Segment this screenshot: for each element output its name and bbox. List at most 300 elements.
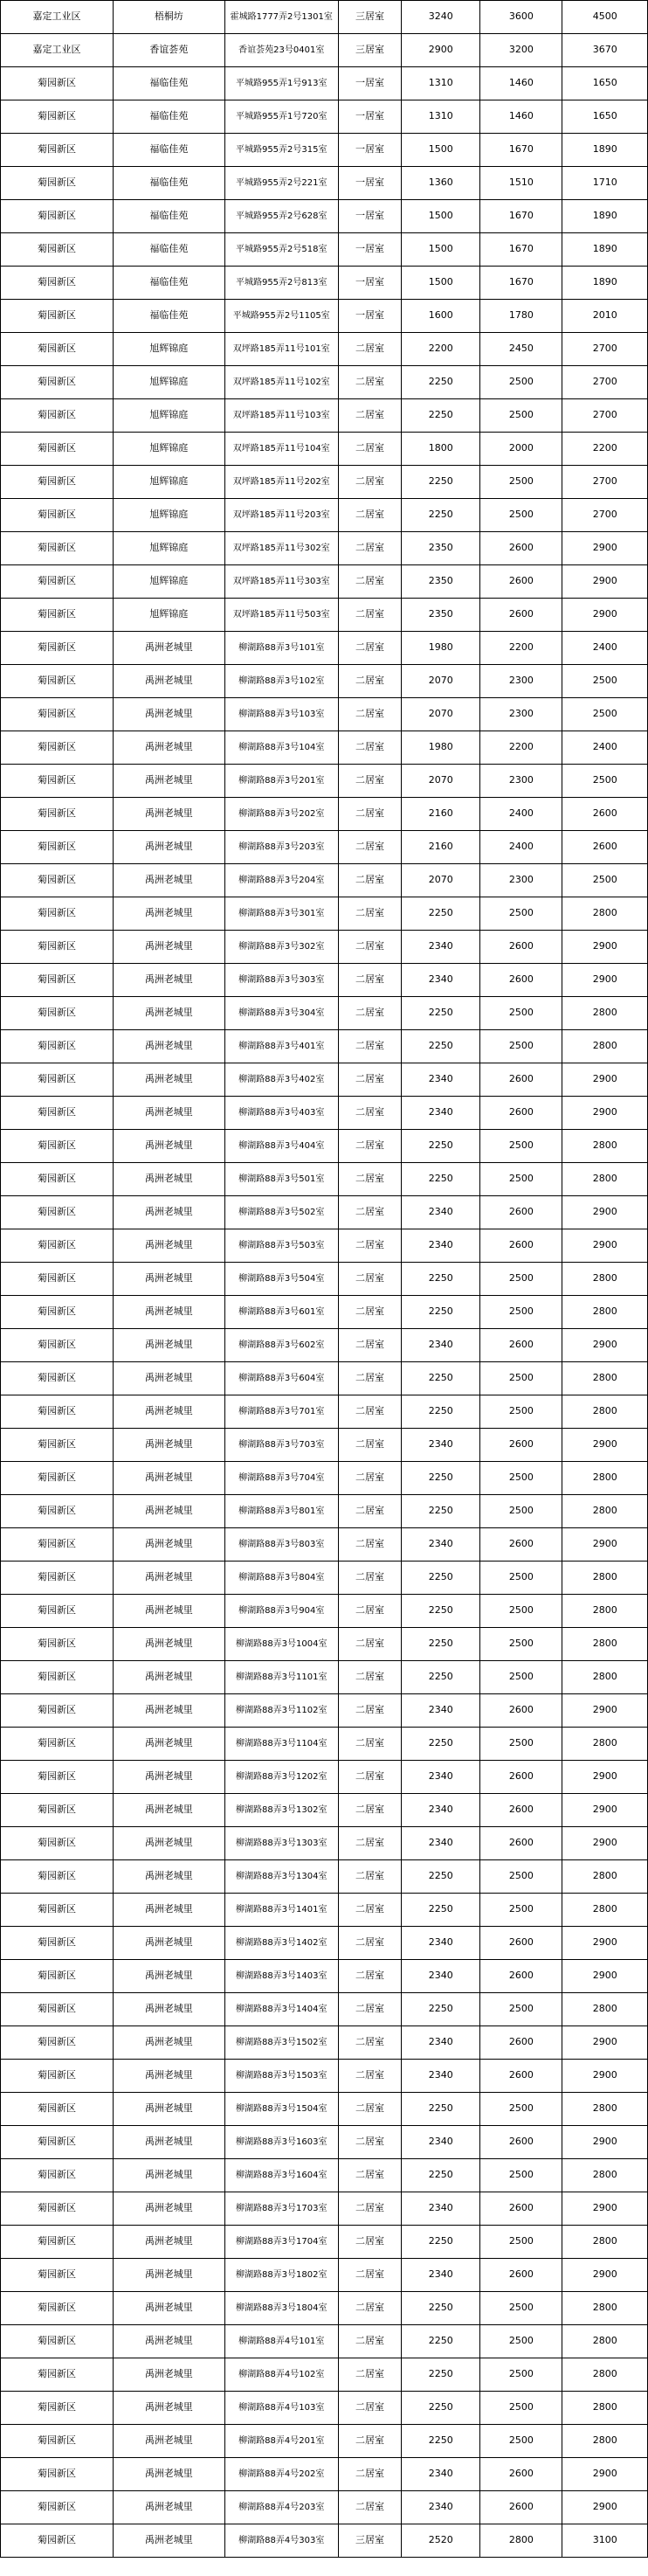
price-mid-cell: 2600 bbox=[480, 1794, 562, 1827]
address-cell: 双坪路185弄11号302室 bbox=[224, 532, 338, 565]
district-cell: 菊园新区 bbox=[1, 1661, 114, 1694]
table-row bbox=[1, 1894, 648, 1927]
address-cell: 柳湖路88弄3号304室 bbox=[224, 997, 338, 1030]
price-mid-cell: 2600 bbox=[480, 1927, 562, 1960]
price-high-cell: 2700 bbox=[562, 466, 648, 499]
price-low-cell: 2250 bbox=[402, 1362, 480, 1395]
table-row bbox=[1, 100, 648, 134]
table-row bbox=[1, 2060, 648, 2093]
price-low-cell: 1500 bbox=[402, 134, 480, 167]
price-low-cell: 2250 bbox=[402, 2159, 480, 2192]
district-cell: 菊园新区 bbox=[1, 267, 114, 300]
price-high-cell: 2900 bbox=[562, 1063, 648, 1097]
address-cell: 柳湖路88弄3号204室 bbox=[224, 864, 338, 897]
estate-cell: 禹洲老城里 bbox=[113, 2259, 224, 2292]
unit-type-cell: 一居室 bbox=[338, 167, 402, 200]
price-mid-cell: 1670 bbox=[480, 134, 562, 167]
estate-cell: 禹洲老城里 bbox=[113, 1562, 224, 1595]
price-mid-cell: 3600 bbox=[480, 1, 562, 34]
table-row bbox=[1, 1462, 648, 1495]
table-row bbox=[1, 1927, 648, 1960]
unit-type-cell: 二居室 bbox=[338, 2458, 402, 2491]
district-cell: 菊园新区 bbox=[1, 897, 114, 931]
price-low-cell: 2250 bbox=[402, 2325, 480, 2358]
price-high-cell: 2900 bbox=[562, 2458, 648, 2491]
price-mid-cell: 2500 bbox=[480, 366, 562, 399]
price-mid-cell: 2500 bbox=[480, 2392, 562, 2425]
price-low-cell: 2070 bbox=[402, 698, 480, 731]
unit-type-cell: 二居室 bbox=[338, 1528, 402, 1562]
address-cell: 双坪路185弄11号202室 bbox=[224, 466, 338, 499]
unit-type-cell: 二居室 bbox=[338, 964, 402, 997]
district-cell: 菊园新区 bbox=[1, 1229, 114, 1263]
price-low-cell: 2250 bbox=[402, 1562, 480, 1595]
address-cell: 柳湖路88弄3号1401室 bbox=[224, 1894, 338, 1927]
district-cell: 菊园新区 bbox=[1, 2226, 114, 2259]
address-cell: 柳湖路88弄3号1402室 bbox=[224, 1927, 338, 1960]
price-mid-cell: 2600 bbox=[480, 1827, 562, 1860]
price-mid-cell: 2500 bbox=[480, 1728, 562, 1761]
price-low-cell: 2250 bbox=[402, 1661, 480, 1694]
price-mid-cell: 2500 bbox=[480, 1595, 562, 1628]
estate-cell: 福临佳苑 bbox=[113, 200, 224, 233]
district-cell: 菊园新区 bbox=[1, 366, 114, 399]
price-mid-cell: 2600 bbox=[480, 2458, 562, 2491]
estate-cell: 禹洲老城里 bbox=[113, 1595, 224, 1628]
estate-cell: 禹洲老城里 bbox=[113, 1694, 224, 1728]
price-low-cell: 3240 bbox=[402, 1, 480, 34]
price-high-cell: 2600 bbox=[562, 831, 648, 864]
price-mid-cell: 2600 bbox=[480, 1694, 562, 1728]
estate-cell: 禹洲老城里 bbox=[113, 1163, 224, 1196]
price-mid-cell: 2200 bbox=[480, 731, 562, 765]
estate-cell: 旭辉锦庭 bbox=[113, 466, 224, 499]
price-mid-cell: 2600 bbox=[480, 1528, 562, 1562]
price-low-cell: 2340 bbox=[402, 1097, 480, 1130]
price-high-cell: 2800 bbox=[562, 2392, 648, 2425]
price-low-cell: 2250 bbox=[402, 2093, 480, 2126]
address-cell: 柳湖路88弄3号104室 bbox=[224, 731, 338, 765]
price-mid-cell: 2500 bbox=[480, 1030, 562, 1063]
unit-type-cell: 二居室 bbox=[338, 1362, 402, 1395]
price-mid-cell: 2600 bbox=[480, 1329, 562, 1362]
price-low-cell: 2340 bbox=[402, 1927, 480, 1960]
price-mid-cell: 1510 bbox=[480, 167, 562, 200]
price-high-cell: 2800 bbox=[562, 2325, 648, 2358]
table-row bbox=[1, 1960, 648, 1993]
district-cell: 菊园新区 bbox=[1, 1495, 114, 1528]
address-cell: 柳湖路88弄3号404室 bbox=[224, 1130, 338, 1163]
address-cell: 双坪路185弄11号102室 bbox=[224, 366, 338, 399]
address-cell: 柳湖路88弄4号303室 bbox=[224, 2524, 338, 2558]
district-cell: 菊园新区 bbox=[1, 2392, 114, 2425]
price-mid-cell: 2500 bbox=[480, 2159, 562, 2192]
district-cell: 菊园新区 bbox=[1, 2491, 114, 2524]
price-low-cell: 2340 bbox=[402, 1794, 480, 1827]
price-low-cell: 2250 bbox=[402, 897, 480, 931]
district-cell: 菊园新区 bbox=[1, 1728, 114, 1761]
price-mid-cell: 2200 bbox=[480, 632, 562, 665]
unit-type-cell: 二居室 bbox=[338, 1229, 402, 1263]
address-cell: 柳湖路88弄3号501室 bbox=[224, 1163, 338, 1196]
district-cell: 菊园新区 bbox=[1, 731, 114, 765]
price-low-cell: 2250 bbox=[402, 1163, 480, 1196]
price-mid-cell: 2400 bbox=[480, 831, 562, 864]
unit-type-cell: 二居室 bbox=[338, 1163, 402, 1196]
price-mid-cell: 2600 bbox=[480, 931, 562, 964]
price-low-cell: 2350 bbox=[402, 532, 480, 565]
unit-type-cell: 二居室 bbox=[338, 1927, 402, 1960]
district-cell: 嘉定工业区 bbox=[1, 1, 114, 34]
price-high-cell: 2800 bbox=[562, 2358, 648, 2392]
price-low-cell: 1500 bbox=[402, 200, 480, 233]
unit-type-cell: 三居室 bbox=[338, 2524, 402, 2558]
price-high-cell: 2900 bbox=[562, 1694, 648, 1728]
estate-cell: 旭辉锦庭 bbox=[113, 433, 224, 466]
unit-type-cell: 二居室 bbox=[338, 1097, 402, 1130]
district-cell: 菊园新区 bbox=[1, 300, 114, 333]
price-low-cell: 2340 bbox=[402, 1960, 480, 1993]
address-cell: 柳湖路88弄3号1604室 bbox=[224, 2159, 338, 2192]
price-mid-cell: 2500 bbox=[480, 1628, 562, 1661]
estate-cell: 禹洲老城里 bbox=[113, 1495, 224, 1528]
price-mid-cell: 1670 bbox=[480, 233, 562, 267]
address-cell: 柳湖路88弄3号904室 bbox=[224, 1595, 338, 1628]
address-cell: 柳湖路88弄4号101室 bbox=[224, 2325, 338, 2358]
table-row bbox=[1, 333, 648, 366]
price-high-cell: 2800 bbox=[562, 1894, 648, 1927]
table-row bbox=[1, 2226, 648, 2259]
price-high-cell: 2600 bbox=[562, 798, 648, 831]
price-mid-cell: 2600 bbox=[480, 2026, 562, 2060]
district-cell: 嘉定工业区 bbox=[1, 34, 114, 67]
district-cell: 菊园新区 bbox=[1, 167, 114, 200]
table-row bbox=[1, 1163, 648, 1196]
price-low-cell: 2250 bbox=[402, 1860, 480, 1894]
estate-cell: 禹洲老城里 bbox=[113, 1395, 224, 1429]
address-cell: 柳湖路88弄3号803室 bbox=[224, 1528, 338, 1562]
unit-type-cell: 二居室 bbox=[338, 1562, 402, 1595]
price-mid-cell: 2500 bbox=[480, 997, 562, 1030]
estate-cell: 禹洲老城里 bbox=[113, 1528, 224, 1562]
price-mid-cell: 3200 bbox=[480, 34, 562, 67]
table-row bbox=[1, 864, 648, 897]
table-row bbox=[1, 897, 648, 931]
price-low-cell: 2250 bbox=[402, 2226, 480, 2259]
district-cell: 菊园新区 bbox=[1, 2458, 114, 2491]
address-cell: 柳湖路88弄3号604室 bbox=[224, 1362, 338, 1395]
price-high-cell: 2900 bbox=[562, 2026, 648, 2060]
table-row bbox=[1, 698, 648, 731]
price-high-cell: 2700 bbox=[562, 499, 648, 532]
table-row bbox=[1, 1395, 648, 1429]
table-row bbox=[1, 1595, 648, 1628]
address-cell: 柳湖路88弄3号602室 bbox=[224, 1329, 338, 1362]
address-cell: 柳湖路88弄3号401室 bbox=[224, 1030, 338, 1063]
price-mid-cell: 2500 bbox=[480, 1562, 562, 1595]
price-high-cell: 2400 bbox=[562, 731, 648, 765]
address-cell: 柳湖路88弄3号302室 bbox=[224, 931, 338, 964]
price-low-cell: 1310 bbox=[402, 67, 480, 100]
price-mid-cell: 2300 bbox=[480, 698, 562, 731]
price-low-cell: 2350 bbox=[402, 565, 480, 599]
price-low-cell: 2250 bbox=[402, 1728, 480, 1761]
price-mid-cell: 2500 bbox=[480, 499, 562, 532]
estate-cell: 禹洲老城里 bbox=[113, 1628, 224, 1661]
estate-cell: 福临佳苑 bbox=[113, 67, 224, 100]
unit-type-cell: 二居室 bbox=[338, 632, 402, 665]
unit-type-cell: 二居室 bbox=[338, 731, 402, 765]
estate-cell: 禹洲老城里 bbox=[113, 765, 224, 798]
district-cell: 菊园新区 bbox=[1, 2159, 114, 2192]
unit-type-cell: 二居室 bbox=[338, 2325, 402, 2358]
price-low-cell: 1310 bbox=[402, 100, 480, 134]
price-high-cell: 2400 bbox=[562, 632, 648, 665]
price-high-cell: 2800 bbox=[562, 1495, 648, 1528]
price-low-cell: 2250 bbox=[402, 1628, 480, 1661]
district-cell: 菊园新区 bbox=[1, 2325, 114, 2358]
table-row bbox=[1, 765, 648, 798]
price-high-cell: 1650 bbox=[562, 67, 648, 100]
district-cell: 菊园新区 bbox=[1, 831, 114, 864]
unit-type-cell: 二居室 bbox=[338, 466, 402, 499]
price-high-cell: 2800 bbox=[562, 1130, 648, 1163]
price-mid-cell: 2500 bbox=[480, 1395, 562, 1429]
unit-type-cell: 二居室 bbox=[338, 831, 402, 864]
district-cell: 菊园新区 bbox=[1, 1794, 114, 1827]
price-mid-cell: 2300 bbox=[480, 765, 562, 798]
price-mid-cell: 2500 bbox=[480, 1163, 562, 1196]
price-low-cell: 2250 bbox=[402, 399, 480, 433]
address-cell: 柳湖路88弄3号1004室 bbox=[224, 1628, 338, 1661]
table-row bbox=[1, 831, 648, 864]
price-mid-cell: 2600 bbox=[480, 1761, 562, 1794]
price-high-cell: 2500 bbox=[562, 864, 648, 897]
unit-type-cell: 一居室 bbox=[338, 67, 402, 100]
price-mid-cell: 1670 bbox=[480, 200, 562, 233]
price-low-cell: 2250 bbox=[402, 2392, 480, 2425]
unit-type-cell: 二居室 bbox=[338, 798, 402, 831]
price-low-cell: 2250 bbox=[402, 1993, 480, 2026]
district-cell: 菊园新区 bbox=[1, 2026, 114, 2060]
price-low-cell: 1980 bbox=[402, 632, 480, 665]
address-cell: 柳湖路88弄4号103室 bbox=[224, 2392, 338, 2425]
address-cell: 平城路955弄2号628室 bbox=[224, 200, 338, 233]
price-mid-cell: 2600 bbox=[480, 565, 562, 599]
unit-type-cell: 二居室 bbox=[338, 433, 402, 466]
district-cell: 菊园新区 bbox=[1, 233, 114, 267]
table-row bbox=[1, 2259, 648, 2292]
price-mid-cell: 2800 bbox=[480, 2524, 562, 2558]
price-low-cell: 2340 bbox=[402, 2491, 480, 2524]
address-cell: 柳湖路88弄3号402室 bbox=[224, 1063, 338, 1097]
unit-type-cell: 二居室 bbox=[338, 366, 402, 399]
table-row bbox=[1, 1860, 648, 1894]
estate-cell: 旭辉锦庭 bbox=[113, 565, 224, 599]
estate-cell: 禹洲老城里 bbox=[113, 1761, 224, 1794]
district-cell: 菊园新区 bbox=[1, 433, 114, 466]
price-mid-cell: 2500 bbox=[480, 897, 562, 931]
unit-type-cell: 二居室 bbox=[338, 765, 402, 798]
district-cell: 菊园新区 bbox=[1, 765, 114, 798]
estate-cell: 禹洲老城里 bbox=[113, 1661, 224, 1694]
price-low-cell: 2340 bbox=[402, 1063, 480, 1097]
unit-type-cell: 二居室 bbox=[338, 1761, 402, 1794]
price-mid-cell: 1460 bbox=[480, 67, 562, 100]
estate-cell: 禹洲老城里 bbox=[113, 1462, 224, 1495]
table-row bbox=[1, 2425, 648, 2458]
district-cell: 菊园新区 bbox=[1, 1761, 114, 1794]
price-high-cell: 2900 bbox=[562, 931, 648, 964]
district-cell: 菊园新区 bbox=[1, 1196, 114, 1229]
address-cell: 双坪路185弄11号104室 bbox=[224, 433, 338, 466]
price-low-cell: 2200 bbox=[402, 333, 480, 366]
unit-type-cell: 二居室 bbox=[338, 1960, 402, 1993]
estate-cell: 禹洲老城里 bbox=[113, 1362, 224, 1395]
estate-cell: 禹洲老城里 bbox=[113, 1329, 224, 1362]
estate-cell: 禹洲老城里 bbox=[113, 997, 224, 1030]
price-low-cell: 2070 bbox=[402, 864, 480, 897]
district-cell: 菊园新区 bbox=[1, 1263, 114, 1296]
price-high-cell: 2900 bbox=[562, 1794, 648, 1827]
table-row bbox=[1, 931, 648, 964]
price-low-cell: 1980 bbox=[402, 731, 480, 765]
address-cell: 柳湖路88弄3号202室 bbox=[224, 798, 338, 831]
district-cell: 菊园新区 bbox=[1, 997, 114, 1030]
district-cell: 菊园新区 bbox=[1, 599, 114, 632]
table-row bbox=[1, 1827, 648, 1860]
price-low-cell: 2340 bbox=[402, 2026, 480, 2060]
price-mid-cell: 2500 bbox=[480, 1860, 562, 1894]
unit-type-cell: 二居室 bbox=[338, 1894, 402, 1927]
address-cell: 柳湖路88弄4号201室 bbox=[224, 2425, 338, 2458]
estate-cell: 禹洲老城里 bbox=[113, 2292, 224, 2325]
address-cell: 柳湖路88弄3号804室 bbox=[224, 1562, 338, 1595]
table-row bbox=[1, 632, 648, 665]
price-high-cell: 2800 bbox=[562, 997, 648, 1030]
price-high-cell: 2900 bbox=[562, 1827, 648, 1860]
price-high-cell: 2900 bbox=[562, 1761, 648, 1794]
price-high-cell: 2900 bbox=[562, 565, 648, 599]
table-row bbox=[1, 399, 648, 433]
price-high-cell: 2500 bbox=[562, 665, 648, 698]
district-cell: 菊园新区 bbox=[1, 1130, 114, 1163]
table-row bbox=[1, 1794, 648, 1827]
price-mid-cell: 2500 bbox=[480, 2292, 562, 2325]
unit-type-cell: 二居室 bbox=[338, 2026, 402, 2060]
price-mid-cell: 2600 bbox=[480, 964, 562, 997]
table-row bbox=[1, 2358, 648, 2392]
table-row bbox=[1, 2524, 648, 2558]
table-row bbox=[1, 2292, 648, 2325]
district-cell: 菊园新区 bbox=[1, 1395, 114, 1429]
price-high-cell: 2900 bbox=[562, 1927, 648, 1960]
estate-cell: 禹洲老城里 bbox=[113, 2392, 224, 2425]
price-low-cell: 2250 bbox=[402, 499, 480, 532]
price-low-cell: 2350 bbox=[402, 599, 480, 632]
price-mid-cell: 2600 bbox=[480, 1063, 562, 1097]
unit-type-cell: 二居室 bbox=[338, 2392, 402, 2425]
table-row bbox=[1, 2491, 648, 2524]
unit-type-cell: 二居室 bbox=[338, 1063, 402, 1097]
district-cell: 菊园新区 bbox=[1, 1097, 114, 1130]
table-row bbox=[1, 1229, 648, 1263]
district-cell: 菊园新区 bbox=[1, 200, 114, 233]
price-low-cell: 2250 bbox=[402, 2292, 480, 2325]
unit-type-cell: 二居室 bbox=[338, 2292, 402, 2325]
district-cell: 菊园新区 bbox=[1, 2358, 114, 2392]
price-high-cell: 2900 bbox=[562, 964, 648, 997]
price-mid-cell: 2500 bbox=[480, 1894, 562, 1927]
address-cell: 柳湖路88弄3号301室 bbox=[224, 897, 338, 931]
address-cell: 柳湖路88弄3号1304室 bbox=[224, 1860, 338, 1894]
table-row bbox=[1, 499, 648, 532]
price-mid-cell: 2500 bbox=[480, 399, 562, 433]
table-row bbox=[1, 67, 648, 100]
price-low-cell: 2340 bbox=[402, 931, 480, 964]
price-high-cell: 1650 bbox=[562, 100, 648, 134]
price-low-cell: 2250 bbox=[402, 2425, 480, 2458]
unit-type-cell: 二居室 bbox=[338, 1694, 402, 1728]
estate-cell: 禹洲老城里 bbox=[113, 2093, 224, 2126]
price-high-cell: 2800 bbox=[562, 1562, 648, 1595]
table-row bbox=[1, 1628, 648, 1661]
address-cell: 柳湖路88弄3号1102室 bbox=[224, 1694, 338, 1728]
address-cell: 柳湖路88弄3号303室 bbox=[224, 964, 338, 997]
address-cell: 双坪路185弄11号203室 bbox=[224, 499, 338, 532]
district-cell: 菊园新区 bbox=[1, 1462, 114, 1495]
estate-cell: 禹洲老城里 bbox=[113, 1960, 224, 1993]
unit-type-cell: 二居室 bbox=[338, 333, 402, 366]
estate-cell: 梧桐坊 bbox=[113, 1, 224, 34]
price-mid-cell: 2000 bbox=[480, 433, 562, 466]
unit-type-cell: 二居室 bbox=[338, 1993, 402, 2026]
price-high-cell: 2800 bbox=[562, 2425, 648, 2458]
district-cell: 菊园新区 bbox=[1, 2425, 114, 2458]
address-cell: 柳湖路88弄3号1802室 bbox=[224, 2259, 338, 2292]
district-cell: 菊园新区 bbox=[1, 1063, 114, 1097]
unit-type-cell: 一居室 bbox=[338, 267, 402, 300]
table-row bbox=[1, 1429, 648, 1462]
price-high-cell: 2800 bbox=[562, 1362, 648, 1395]
price-low-cell: 2070 bbox=[402, 665, 480, 698]
price-high-cell: 2900 bbox=[562, 2126, 648, 2159]
price-mid-cell: 2500 bbox=[480, 2226, 562, 2259]
table-row bbox=[1, 2126, 648, 2159]
price-high-cell: 3100 bbox=[562, 2524, 648, 2558]
price-low-cell: 2520 bbox=[402, 2524, 480, 2558]
district-cell: 菊园新区 bbox=[1, 2524, 114, 2558]
address-cell: 柳湖路88弄3号703室 bbox=[224, 1429, 338, 1462]
estate-cell: 禹洲老城里 bbox=[113, 1063, 224, 1097]
unit-type-cell: 二居室 bbox=[338, 665, 402, 698]
table-row bbox=[1, 731, 648, 765]
address-cell: 双坪路185弄11号303室 bbox=[224, 565, 338, 599]
table-row bbox=[1, 1362, 648, 1395]
estate-cell: 禹洲老城里 bbox=[113, 2325, 224, 2358]
table-row bbox=[1, 1661, 648, 1694]
price-low-cell: 1500 bbox=[402, 233, 480, 267]
unit-type-cell: 二居室 bbox=[338, 2425, 402, 2458]
unit-type-cell: 二居室 bbox=[338, 2226, 402, 2259]
price-high-cell: 1890 bbox=[562, 233, 648, 267]
price-mid-cell: 2600 bbox=[480, 1097, 562, 1130]
unit-type-cell: 二居室 bbox=[338, 499, 402, 532]
price-high-cell: 2900 bbox=[562, 1329, 648, 1362]
district-cell: 菊园新区 bbox=[1, 2060, 114, 2093]
price-low-cell: 2340 bbox=[402, 2192, 480, 2226]
price-low-cell: 2250 bbox=[402, 1595, 480, 1628]
